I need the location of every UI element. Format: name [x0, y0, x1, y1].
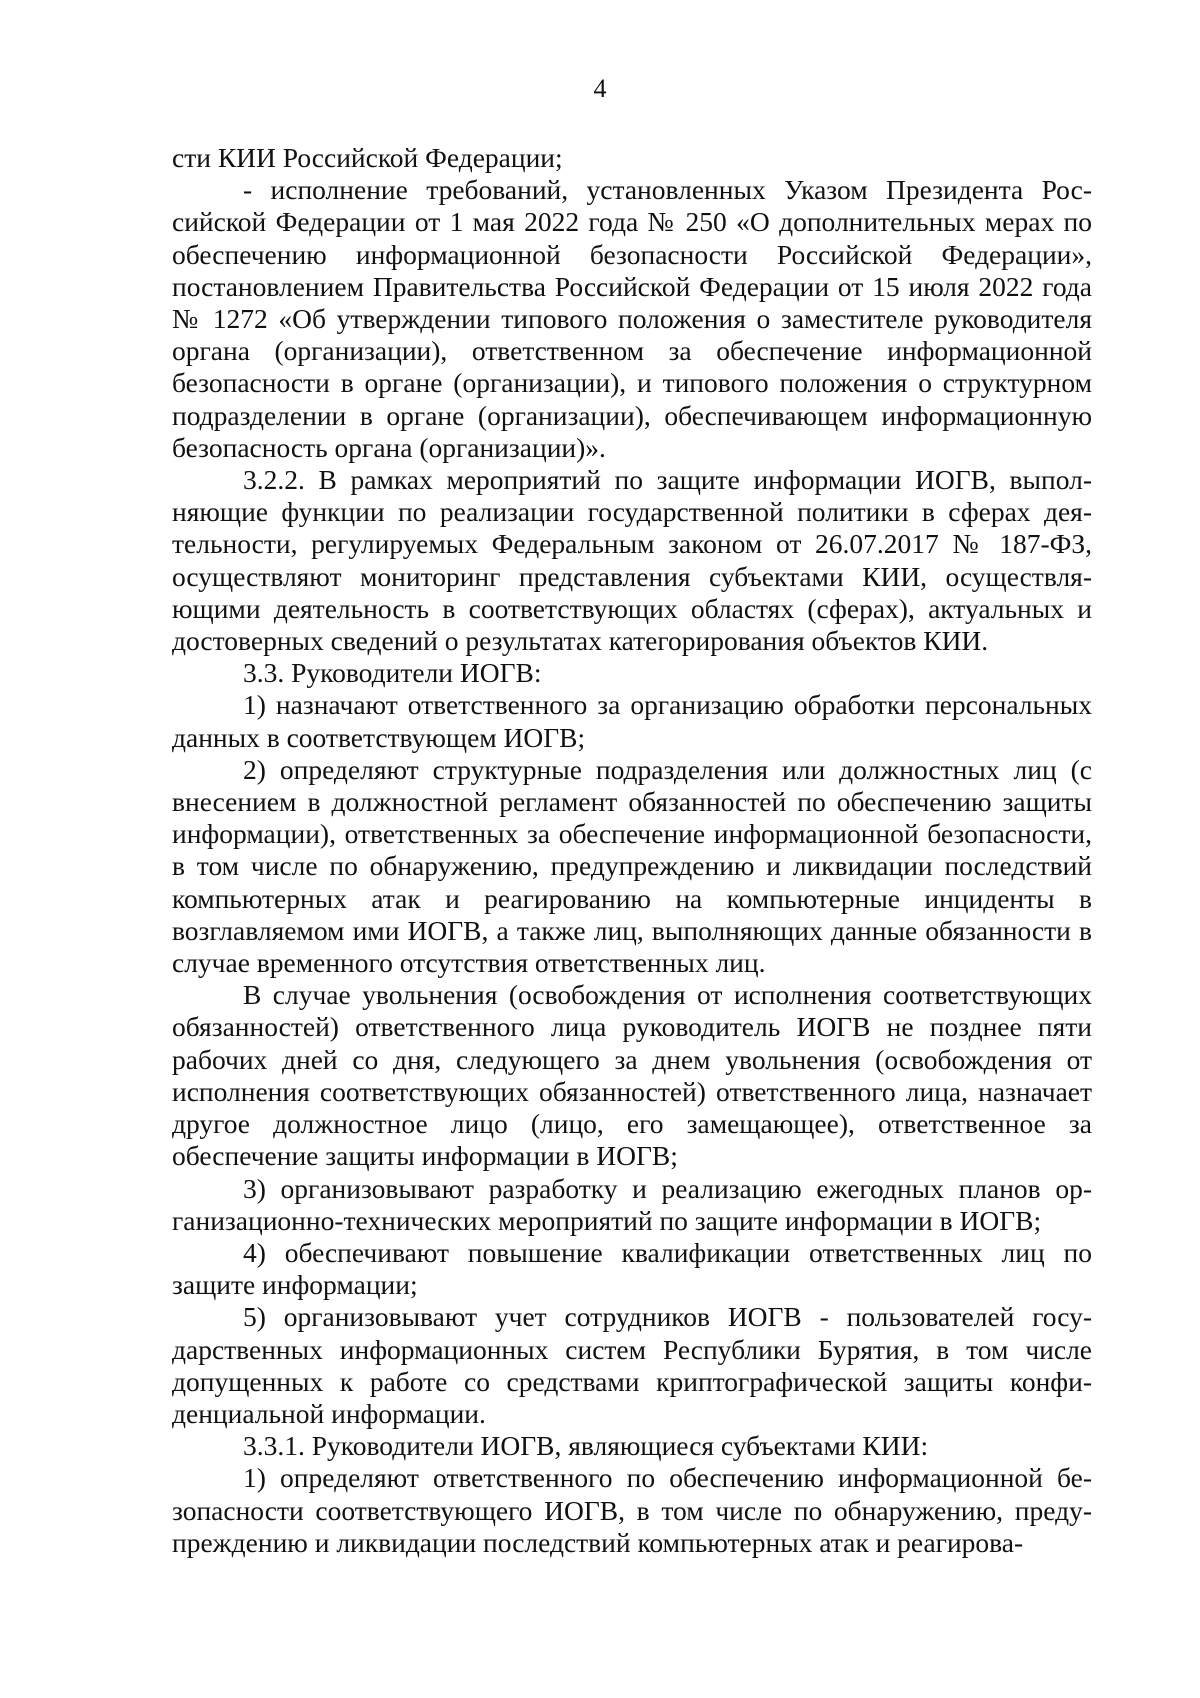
paragraph-continuation: сти КИИ Российской Федерации;	[172, 142, 563, 173]
paragraph-3-3-1-heading: 3.3.1. Руководители ИОГВ, являющиеся субъектами КИИ:	[243, 1430, 929, 1462]
paragraph-item-1: 1) назначают ответственного за организацию обработки персональных данных в соответствующем ИОГВ;	[172, 689, 1092, 753]
page-number: 4	[593, 74, 607, 103]
paragraph-item-2: 2) определяют структурные подразделения или должностных лиц (с внесением в должностной регламент обязанностей по обеспечению защиты информации), ответственных за обеспечение информационной безопасности, в том числе по обнаружению, предупреждению и ликвидации последствий компьютерных атак и реагированию на компьютерные инциденты в возглавляемом ими ИОГВ, а также лиц, выполняющих данные обязанности в случае временного отсутствия ответственных лиц.	[172, 753, 1092, 979]
paragraph-3-3-1-item-1: 1) определяют ответственного по обеспечению информационной безопасности соответствующего ИОГВ, в том числе по обнаружению, предупреждению и ликвидации последствий компьютерных атак и реагирова-	[172, 1462, 1092, 1558]
paragraph-dismissal: В случае увольнения (освобождения от исполнения соответствующих обязанностей) ответственного лица руководитель ИОГВ не позднее пяти рабочих дней со дня, следующего за днем увольнения (освобождения от исполнения соответствующих обязанностей) ответственного лица, назначает другое должностное лицо (лицо, его замещающее), ответственное за обеспечение защиты информации в ИОГВ;	[172, 979, 1092, 1172]
paragraph-item-4: 4) обеспечивают повышение квалификации ответственных лиц по защите информации;	[172, 1236, 1092, 1301]
paragraph-item-5: 5) организовывают учет сотрудников ИОГВ - пользователей государственных информационных систем Республики Бурятия, в том числе допущенных к работе со средствами криптографической защиты конфиденциальной информации.	[172, 1301, 1092, 1429]
paragraph-item-3: 3) организовывают разработку и реализацию ежегодных планов организационно-технических мероприятий по защите информации в ИОГВ;	[172, 1172, 1092, 1236]
document-body	[172, 142, 1092, 1559]
paragraph-3-3-heading: 3.3. Руководители ИОГВ:	[243, 657, 542, 689]
paragraph-requirements: - исполнение требований, установленных Указом Президента Российской Федерации от 1 мая 2022 года № 250 «О дополнительных мерах по обеспечению информационной безопасности Российской Федерации», постановлением Правительства Российской Федерации от 15 июля 2022 года № 1272 «Об утверждении типового положения о заместителе руководителя органа (организации), ответственном за обеспечение информационной безопасности в органе (организации), и типового положения о структурном подразделении в органе (организации), обеспечивающем информационную безопасность органа (организации)».	[172, 174, 1092, 463]
paragraph-3-2-2: 3.2.2. В рамках мероприятий по защите информации ИОГВ, выполняющие функции по реализации государственной политики в сферах деятельности, регулируемых Федеральным законом от 26.07.2017 № 187-ФЗ, осуществляют мониторинг представления субъектами КИИ, осуществляющими деятельность в соответствующих областях (сферах), актуальных и достоверных сведений о результатах категорирования объектов КИИ.	[172, 464, 1092, 657]
